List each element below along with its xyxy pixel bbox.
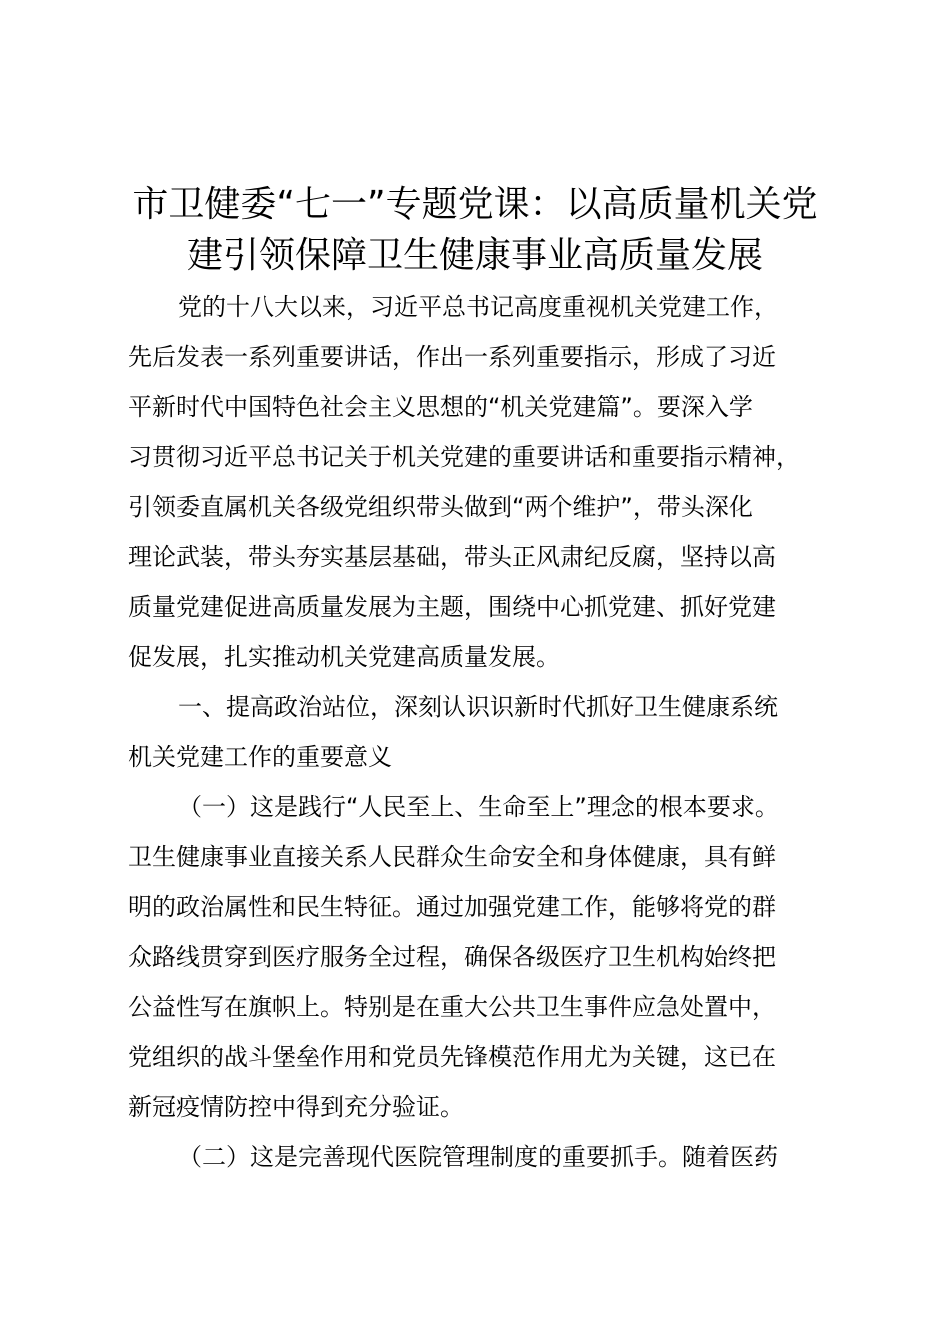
body-line-1: 党的十八大以来，习近平总书记高度重视机关党建工作， [178, 293, 778, 321]
body-line-11: 明的政治属性和民生特征。通过加强党建工作，能够将党的群 [128, 893, 776, 921]
section-heading-1-line-2: 机关党建工作的重要意义 [128, 743, 392, 771]
document-title-line-2: 建引领保障卫生健康事业高质量发展 [186, 235, 763, 276]
body-line-12: 众路线贯穿到医疗服务全过程，确保各级医疗卫生机构始终把 [128, 943, 776, 971]
section-heading-1-line-1: 一、提高政治站位，深刻认识识新时代抓好卫生健康系统 [178, 693, 778, 721]
body-line-2: 先后发表一系列重要讲话，作出一系列重要指示，形成了习近 [128, 343, 776, 371]
body-line-5: 引领委直属机关各级党组织带头做到“两个维护”，带头深化 [128, 493, 753, 521]
body-line-8: 促发展，扎实推动机关党建高质量发展。 [128, 643, 560, 671]
body-line-10: 卫生健康事业直接关系人民群众生命安全和身体健康，具有鲜 [128, 843, 776, 871]
body-line-16: （二）这是完善现代医院管理制度的重要抓手。随着医药 [178, 1143, 778, 1171]
body-line-6: 理论武装，带头夯实基层基础，带头正风肃纪反腐，坚持以高 [128, 543, 776, 571]
body-line-15: 新冠疫情防控中得到充分验证。 [128, 1093, 464, 1121]
body-line-3: 平新时代中国特色社会主义思想的“机关党建篇”。要深入学 [128, 393, 753, 421]
body-line-4: 习贯彻习近平总书记关于机关党建的重要讲话和重要指示精神， [128, 443, 800, 471]
document-title-line-1: 市卫健委“七一”专题党课：以高质量机关党 [132, 184, 818, 225]
body-line-7: 质量党建促进高质量发展为主题，围绕中心抓党建、抓好党建 [128, 593, 776, 621]
body-line-13: 公益性写在旗帜上。特别是在重大公共卫生事件应急处置中， [128, 993, 776, 1021]
body-line-14: 党组织的战斗堡垒作用和党员先锋模范作用尤为关键，这已在 [128, 1043, 776, 1071]
body-line-9: （一）这是践行“人民至上、生命至上”理念的根本要求。 [178, 793, 779, 821]
